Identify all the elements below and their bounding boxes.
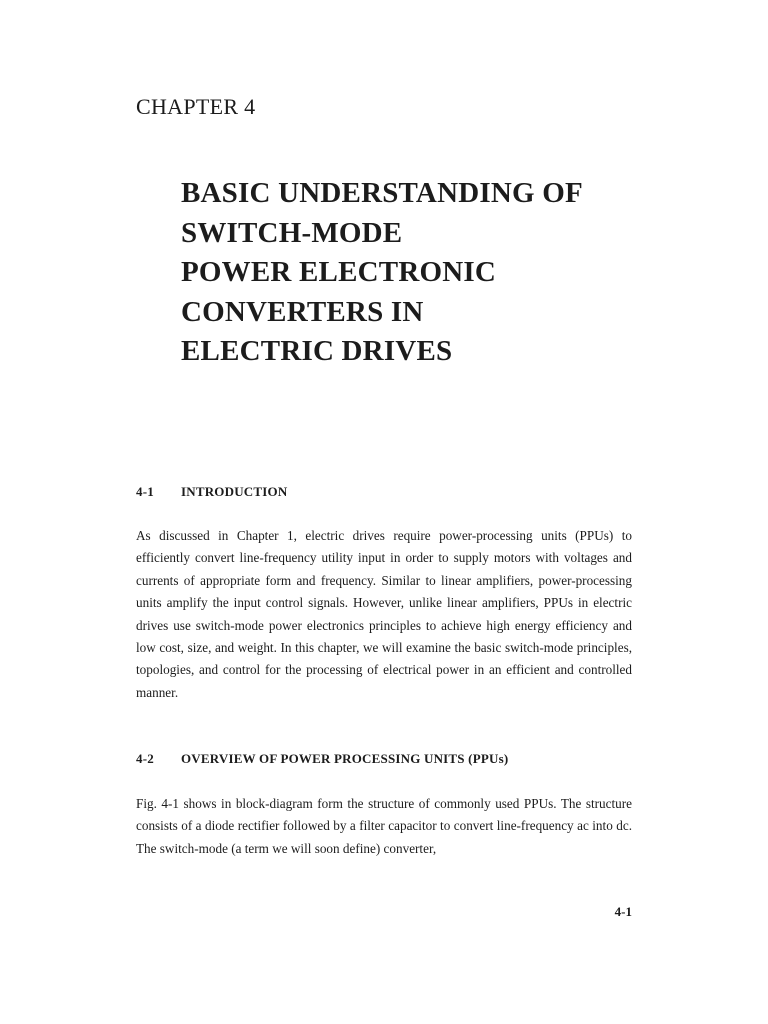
chapter-title-line: POWER ELECTRONIC xyxy=(181,256,496,288)
body-paragraph: Fig. 4-1 shows in block-diagram form the structure of commonly used PPUs. The structure consists of a diode rectifier followed by a filter capacitor to convert line-frequency ac into dc. The switch-mode (a term we will soon define) converter, xyxy=(136,796,632,856)
chapter-title xyxy=(181,174,583,372)
body-paragraph: As discussed in Chapter 1, electric drives require power-processing units (PPUs) to efficiently convert line-frequency utility input in order to supply motors with voltages and currents of appropriate form and frequency. Similar to linear amplifiers, power-processing units amplify the input control signals. However, unlike linear amplifiers, PPUs in electric drives use switch-mode power electronics principles to achieve high energy efficiency and low cost, size, and weight. In this chapter, we will examine the basic switch-mode principles, topologies, and control for the processing of electrical power in an efficient and controlled manner. xyxy=(136,528,632,700)
section-number: 4-1 xyxy=(136,484,154,499)
section-title: INTRODUCTION xyxy=(181,484,288,499)
page-number: 4-1 xyxy=(614,904,632,919)
section-title: OVERVIEW OF POWER PROCESSING UNITS (PPUs) xyxy=(181,751,509,766)
chapter-title-line: SWITCH-MODE xyxy=(181,216,403,249)
section-number: 4-2 xyxy=(136,751,154,766)
chapter-label: CHAPTER 4 xyxy=(136,94,256,119)
chapter-title-line: CONVERTERS IN xyxy=(181,295,424,328)
chapter-title-line: BASIC UNDERSTANDING OF xyxy=(181,177,583,209)
section-heading-overview xyxy=(136,751,508,767)
section-heading-introduction xyxy=(136,484,287,500)
chapter-title-line: ELECTRIC DRIVES xyxy=(181,335,453,367)
